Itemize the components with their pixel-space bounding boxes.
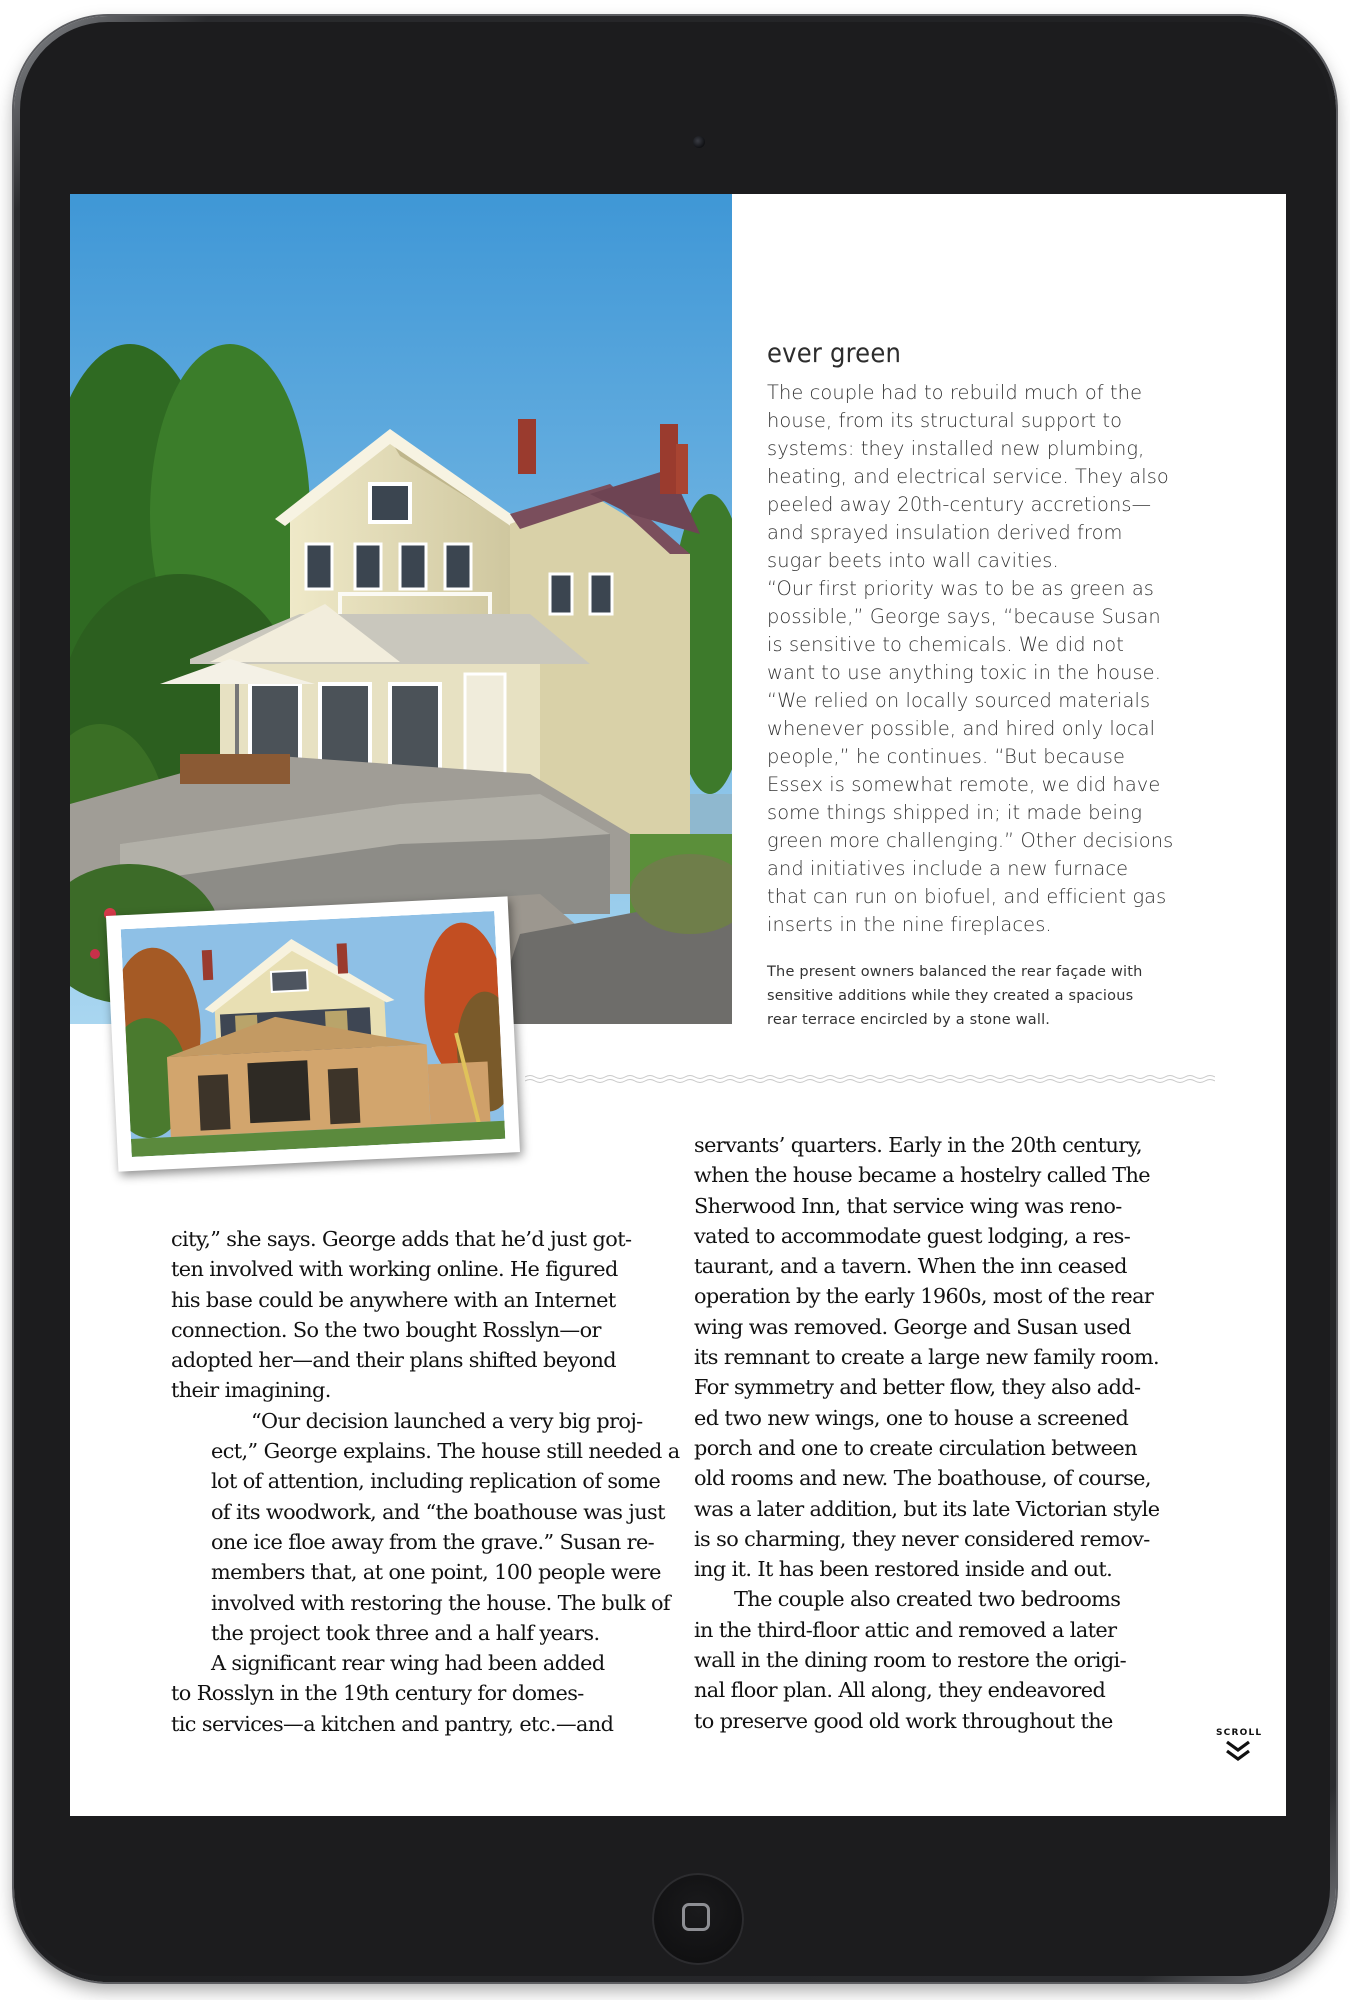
body-column-right <box>694 1130 1194 1736</box>
home-square-icon <box>682 1903 710 1931</box>
text-line: adopted her—and their plans shifted beyond <box>171 1348 616 1373</box>
sidebar-paragraph-3 <box>767 687 1207 939</box>
text-line: possible,” George says, “because Susan <box>767 605 1161 628</box>
text-line: sugar beets into wall cavities. <box>767 549 1059 572</box>
text-line: their imagining. <box>171 1378 331 1403</box>
text-line: inserts in the nine fireplaces. <box>767 913 1052 936</box>
body-column-left <box>171 1224 680 1739</box>
text-line: in the third-floor attic and removed a later <box>694 1617 1117 1642</box>
text-line: is sensitive to chemicals. We did not <box>767 633 1124 656</box>
caption-line: sensitive additions while they created a spacious <box>767 988 1134 1004</box>
text-line: ing it. It has been restored inside and out. <box>694 1557 1113 1582</box>
house-rear-facade-photo <box>70 194 732 1024</box>
text-line: systems: they installed new plumbing, <box>767 437 1145 460</box>
body-paragraph <box>694 1584 1194 1735</box>
double-chevron-down-icon <box>1223 1738 1253 1764</box>
body-paragraph <box>171 1224 671 1406</box>
text-line: to Rosslyn in the 19th century for domes- <box>171 1681 584 1706</box>
text-line: peeled away 20th-century accretions— <box>767 493 1152 516</box>
text-line: taurant, and a tavern. When the inn ceased <box>694 1254 1127 1279</box>
text-line: green more challenging.” Other decisions <box>767 829 1174 852</box>
text-line: “Our first priority was to be as green as <box>767 577 1154 600</box>
text-line: vated to accommodate guest lodging, a res- <box>694 1223 1131 1248</box>
text-line: his base could be anywhere with an Internet <box>171 1287 616 1312</box>
photo-caption <box>767 960 1197 1032</box>
text-line: tic services—a kitchen and pantry, etc.—and <box>171 1711 614 1736</box>
text-line: wall in the dining room to restore the origi- <box>694 1648 1127 1673</box>
text-line: lot of attention, including replication of some <box>211 1469 661 1494</box>
sidebar-heading: ever green <box>767 338 902 369</box>
caption-line: The present owners balanced the rear façade with <box>767 964 1143 980</box>
text-line: servants’ quarters. Early in the 20th century, <box>694 1133 1142 1157</box>
text-line: involved with restoring the house. The bulk of <box>211 1590 671 1615</box>
text-line: whenever possible, and hired only local <box>767 717 1156 740</box>
caption-line: rear terrace encircled by a stone wall. <box>767 1012 1051 1028</box>
text-line: Essex is somewhat remote, we did have <box>767 773 1161 796</box>
front-camera <box>693 136 705 148</box>
sidebar-ever-green <box>767 338 1207 939</box>
home-button[interactable] <box>652 1873 744 1965</box>
text-line: For symmetry and better flow, they also add- <box>694 1375 1141 1400</box>
text-line: connection. So the two bought Rosslyn—or <box>171 1317 601 1342</box>
text-line: wing was removed. George and Susan used <box>694 1314 1131 1339</box>
scroll-label: SCROLL <box>1216 1728 1263 1738</box>
text-line: and sprayed insulation derived from <box>767 521 1123 544</box>
text-line: was a later addition, but its late Victorian style <box>694 1496 1160 1521</box>
text-line: its remnant to create a large new family room. <box>694 1345 1160 1370</box>
text-line: one ice floe away from the grave.” Susan re- <box>211 1529 655 1554</box>
text-line: city,” she says. George adds that he’d just got- <box>171 1227 632 1251</box>
text-line: The couple also created two bedrooms <box>734 1587 1121 1612</box>
text-line: people,” he continues. “But because <box>767 745 1126 768</box>
text-line: some things shipped in; it made being <box>767 801 1143 824</box>
text-line: old rooms and new. The boathouse, of course, <box>694 1466 1151 1491</box>
sidebar-paragraph-1 <box>767 379 1207 575</box>
body-paragraph <box>171 1406 680 1648</box>
text-line: ed two new wings, one to house a screened <box>694 1405 1129 1430</box>
text-line: want to use anything toxic in the house. <box>767 661 1161 684</box>
text-line: house, from its structural support to <box>767 409 1123 432</box>
scroll-indicator[interactable] <box>1216 1728 1263 1768</box>
wavy-divider <box>525 1074 1215 1084</box>
text-line: members that, at one point, 100 people were <box>211 1560 661 1585</box>
text-line: is so charming, they never considered remov- <box>694 1526 1150 1551</box>
text-line: “Our decision launched a very big proj- <box>251 1408 643 1433</box>
construction-photo-image <box>121 911 506 1157</box>
text-line: that can run on biofuel, and efficient gas <box>767 885 1167 908</box>
text-line: The couple had to rebuild much of the <box>767 381 1143 404</box>
body-paragraph <box>694 1130 1194 1584</box>
text-line: operation by the early 1960s, most of the rear <box>694 1284 1154 1309</box>
text-line: and initiatives include a new furnace <box>767 857 1129 880</box>
text-line: of its woodwork, and “the boathouse was just <box>211 1499 665 1524</box>
text-line: to preserve good old work throughout the <box>694 1708 1113 1733</box>
text-line: “We relied on locally sourced materials <box>767 689 1151 712</box>
sidebar-paragraph-2 <box>767 575 1207 687</box>
text-line: heating, and electrical service. They also <box>767 465 1169 488</box>
magazine-page[interactable] <box>70 194 1286 1816</box>
text-line: porch and one to create circulation between <box>694 1435 1137 1460</box>
text-line: the project took three and a half years. <box>211 1620 600 1645</box>
body-paragraph <box>171 1648 671 1739</box>
text-line: A significant rear wing had been added <box>211 1651 605 1676</box>
construction-inset-photo <box>106 896 520 1171</box>
text-line: ect,” George explains. The house still needed a <box>211 1439 680 1464</box>
text-line: nal floor plan. All along, they endeavored <box>694 1678 1106 1703</box>
text-line: ten involved with working online. He figured <box>171 1257 618 1282</box>
text-line: when the house became a hostelry called The <box>694 1163 1150 1188</box>
text-line: Sherwood Inn, that service wing was reno- <box>694 1193 1122 1218</box>
